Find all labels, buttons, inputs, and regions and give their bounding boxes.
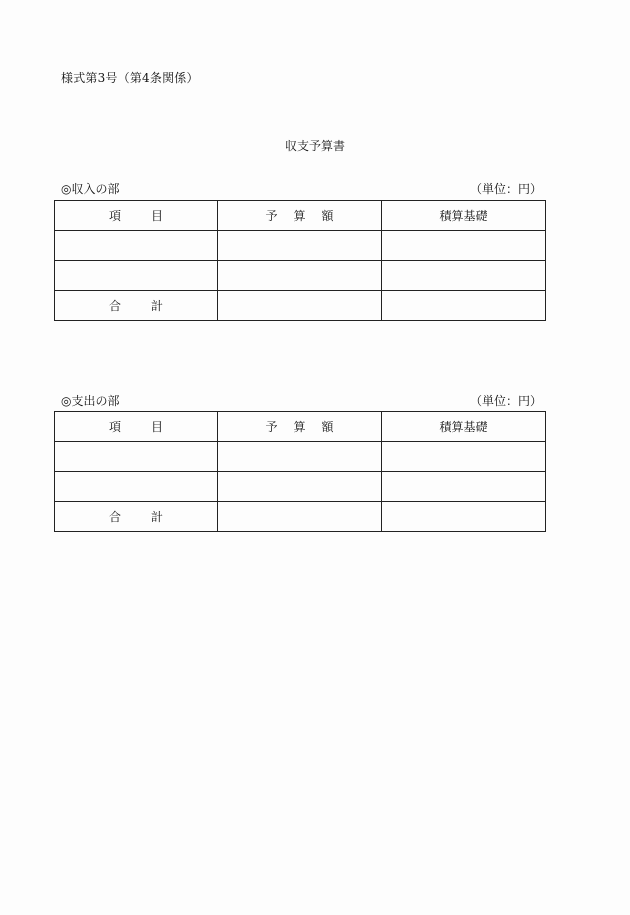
item-header-char-1: 項 [108,209,121,223]
item-column-header [55,412,218,442]
income-total-amount-cell[interactable] [218,291,382,321]
expense-basis-cell[interactable] [382,472,546,502]
total-label-char-2: 計 [151,299,164,313]
expense-item-cell[interactable] [55,442,218,472]
calculation-basis-column-header: 積算基礎 [382,412,546,442]
table-row [55,472,546,502]
total-label-char-1: 合 [108,510,121,524]
income-total-row [55,291,546,321]
budget-amount-column-header [218,201,382,231]
budget-header-char-1: 予 [265,209,278,223]
income-section-heading: ◎収入の部 [61,182,120,196]
income-unit-label: （単位：円） [469,182,542,196]
table-row [55,231,546,261]
budget-header-char-2: 算 [293,420,306,434]
expense-amount-cell[interactable] [218,472,382,502]
income-item-cell[interactable] [55,261,218,291]
budget-header-char-3: 額 [321,209,334,223]
expense-section-heading: ◎支出の部 [61,394,120,408]
expense-unit-label: （単位：円） [469,394,542,408]
total-label-char-2: 計 [151,510,164,524]
income-item-cell[interactable] [55,231,218,261]
income-amount-cell[interactable] [218,261,382,291]
table-row [55,442,546,472]
item-column-header [55,201,218,231]
table-row [55,261,546,291]
item-header-char-1: 項 [108,420,121,434]
income-basis-cell[interactable] [382,261,546,291]
expense-total-row [55,502,546,532]
form-number: 様式第3号（第4条関係） [61,71,199,85]
total-label-cell [55,502,218,532]
income-total-basis-cell[interactable] [382,291,546,321]
income-amount-cell[interactable] [218,231,382,261]
total-label-char-1: 合 [108,299,121,313]
income-table [54,200,546,321]
page-title: 収支予算書 [284,139,345,153]
budget-header-char-3: 額 [321,420,334,434]
calculation-basis-column-header: 積算基礎 [382,201,546,231]
expense-basis-cell[interactable] [382,442,546,472]
total-label-cell [55,291,218,321]
budget-amount-column-header [218,412,382,442]
expense-item-cell[interactable] [55,472,218,502]
expense-amount-cell[interactable] [218,442,382,472]
expense-table [54,411,546,532]
expense-header-row [55,412,546,442]
expense-total-amount-cell[interactable] [218,502,382,532]
item-header-char-2: 目 [151,209,164,223]
income-basis-cell[interactable] [382,231,546,261]
budget-header-char-2: 算 [293,209,306,223]
income-header-row [55,201,546,231]
expense-total-basis-cell[interactable] [382,502,546,532]
budget-header-char-1: 予 [265,420,278,434]
item-header-char-2: 目 [151,420,164,434]
